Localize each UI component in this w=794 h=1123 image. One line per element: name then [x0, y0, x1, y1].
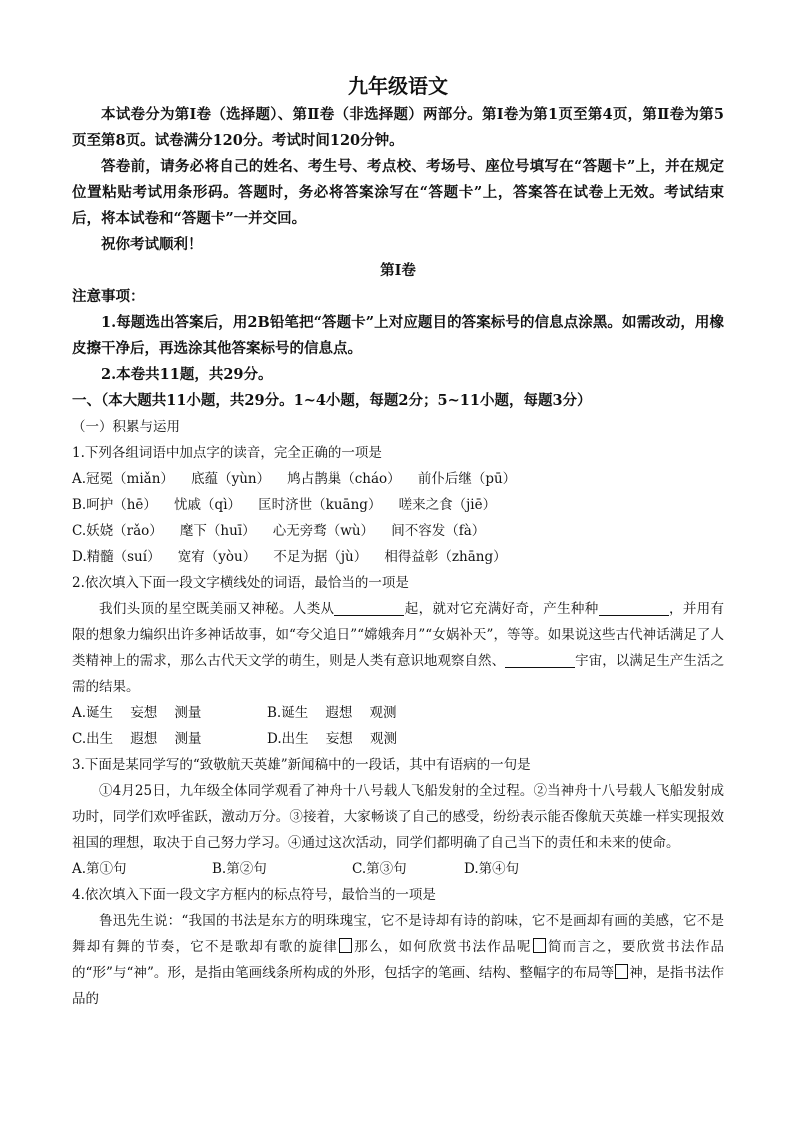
question-3-option-b: B.第②句	[212, 861, 267, 877]
passage-text-1: 鲁迅先生说：“我国的书法是东方的明珠瑰宝，它不是诗却有诗的韵味，它不是画却有画的美感，它不是舞却有舞的节奏，它不是歌却有歌的旋律	[72, 913, 724, 955]
question-2-passage	[72, 596, 724, 700]
passage-text-4: 神，是指书法作品的	[72, 965, 725, 1007]
fill-blank-1	[334, 599, 404, 616]
question-2-options-row-1	[72, 700, 724, 726]
passage-text-4: 宇宙，以满足生产生活之需的结果。	[72, 653, 725, 695]
question-1-option-b: B.呵护（hē） 忧戚（qì） 匡时济世（kuāng） 嗟来之食（jiē）	[72, 497, 497, 513]
question-1-stem: 1.下列各组词语中加点字的读音，完全正确的一项是	[72, 445, 382, 461]
passage-text-1: 我们头顶的星空既美丽又神秘。人类从	[99, 601, 335, 617]
page-title: 九年级语文	[348, 74, 448, 98]
passage-text-2: 那么，如何欣赏书法作品呢	[353, 939, 532, 955]
question-3-options	[72, 856, 724, 882]
question-2-options-row-2	[72, 726, 724, 752]
intro-paragraph-2: 答卷前，请务必将自己的姓名、考生号、考点校、考场号、座位号填写在“答题卡”上，并在规定位置粘贴考试用条形码。答题时，务必将答案涂写在“答题卡”上，答案答在试卷上无效。考试结束后，将本试卷和“答题卡”一并交回。	[72, 158, 724, 227]
subsection-heading: （一）积累与运用	[72, 419, 180, 435]
fill-blank-3	[505, 651, 575, 668]
question-2-stem: 2.依次填入下面一段文字横线处的词语，最恰当的一项是	[72, 575, 409, 591]
question-1-option-a: A.冠冕（miǎn） 底蕴（yùn） 鸠占鹊巢（cháo） 前仆后继（pū）	[72, 471, 517, 487]
question-2-option-a: A.诞生 妄想 测量	[72, 705, 202, 721]
intro-paragraph-1: 本试卷分为第Ⅰ卷（选择题）、第Ⅱ卷（非选择题）两部分。第Ⅰ卷为第1页至第4页，第Ⅱ卷为第5页至第8页。试卷满分120分。考试时间120分钟。	[72, 106, 724, 149]
question-4-stem: 4.依次填入下面一段文字方框内的标点符号，最恰当的一项是	[72, 887, 436, 903]
punctuation-box-2	[533, 938, 546, 953]
question-2-option-c: C.出生 遐想 测量	[72, 731, 202, 747]
exam-page	[72, 72, 724, 1012]
question-2-option-b: B.诞生 遐想 观测	[267, 705, 397, 721]
punctuation-box-1	[339, 938, 352, 953]
notice-heading: 注意事项：	[72, 288, 145, 305]
question-3-stem: 3.下面是某同学写的“致敬航天英雄”新闻稿中的一段话，其中有语病的一句是	[72, 757, 531, 773]
passage-text-3: ，并用有限的想象力编织出许多神话故事，如“夸父追日”“嫦娥奔月”“女娲补天”，等等。如果说这些古代神话满足了人类精神上的需求，那么古代天文学的萌生，则是人类有意识地观察自然、	[72, 601, 725, 669]
notice-item-1: 1.每题选出答案后，用2B铅笔把“答题卡”上对应题目的答案标号的信息点涂黑。如需改动，用橡皮擦干净后，再选涂其他答案标号的信息点。	[72, 314, 724, 357]
question-3-option-a: A.第①句	[72, 861, 127, 877]
question-2-option-d: D.出生 妄想 观测	[267, 731, 397, 747]
question-3-option-d: D.第④句	[464, 861, 520, 877]
fill-blank-2	[599, 599, 669, 616]
question-1-option-d: D.精髓（suí） 宽宥（yòu） 不足为据（jù） 相得益彰（zhāng）	[72, 549, 507, 565]
punctuation-box-3	[615, 964, 628, 979]
passage-text-3: 简而言之，要欣赏书法作品的“形”与“神”。形，是指由笔画线条所构成的外形，包括字的笔画、结构、整幅字的布局等	[72, 939, 725, 981]
question-3-passage: ①4月25日，九年级全体同学观看了神舟十八号载人飞船发射的全过程。②当神舟十八号载人飞船发射成功时，同学们欢呼雀跃，激动万分。③接着，大家畅谈了自己的感受，纷纷表示能否像航天英雄一样实现报效祖国的理想，取决于自己努力学习。④通过这次活动，同学们都明确了自己当下的责任和未来的使命。	[72, 783, 724, 851]
question-4-passage	[72, 908, 724, 1012]
volume-title: 第Ⅰ卷	[380, 262, 416, 279]
notice-item-2: 2.本卷共11题，共29分。	[101, 366, 273, 383]
question-3-option-c: C.第③句	[352, 861, 407, 877]
intro-paragraph-3: 祝你考试顺利！	[101, 236, 203, 253]
question-1-option-c: C.妖娆（rǎo） 麾下（huī） 心无旁骛（wù） 间不容发（fà）	[72, 523, 486, 539]
passage-text-2: 起，就对它充满好奇，产生种种	[404, 601, 599, 617]
section-heading: 一、（本大题共11小题，共29分。1~4小题，每题2分；5~11小题，每题3分）	[72, 392, 592, 409]
